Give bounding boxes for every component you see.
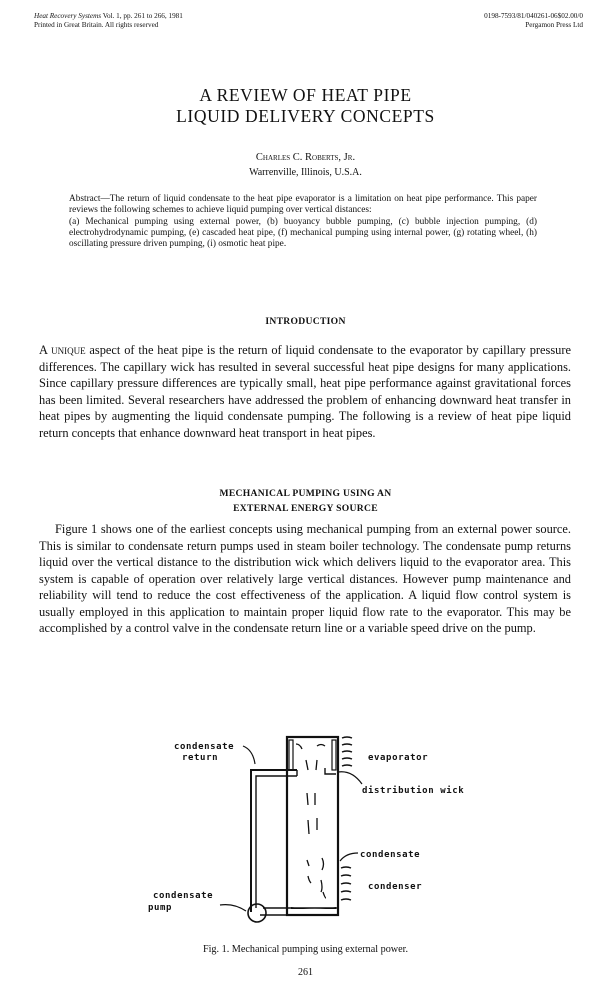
distribution-wick-right <box>332 740 336 770</box>
intro-lead-smallcaps: unique <box>51 343 86 357</box>
figure-1-diagram <box>0 720 611 930</box>
introduction-paragraph <box>39 342 571 441</box>
printed-notice: Printed in Great Britain. All rights reserved <box>34 21 159 29</box>
abstract-text: —The return of liquid condensate to the heat pipe evaporator is a limitation on heat pipe performance. This paper reviews the following schemes to achieve liquid pumping over vertical distances: <box>69 194 537 216</box>
abstract-label: Abstract <box>69 194 101 204</box>
label-condensate-return-2: return <box>182 753 219 763</box>
journal-name: Heat Recovery Systems <box>34 12 102 20</box>
paper-title <box>0 85 611 127</box>
label-evaporator: evaporator <box>368 753 429 763</box>
heat-out-arrows <box>341 867 351 900</box>
leader-distribution-wick <box>338 772 362 784</box>
leader-condensate <box>340 853 358 861</box>
vapor-flow-arrows <box>296 744 326 898</box>
issn-code: 0198-7593/81/040261-06$02.00/0 <box>484 12 583 20</box>
title-line-2: LIQUID DELIVERY CONCEPTS <box>176 106 435 126</box>
distribution-wick-left <box>289 740 293 770</box>
abstract-list: (a) Mechanical pumping using external power, (b) buoyancy bubble pumping, (c) bubble injection pumping, (d) electrohydrodynamic pumping, (e) cascaded heat pipe, (f) mechanical pumping using internal power, (g) rotating wheel, (h) oscillating pressure driven pumping, (i) osmotic heat pipe. <box>69 216 537 250</box>
intro-body: aspect of the heat pipe is the return of liquid condensate to the evaporator by capillary pressure differences. The capillary wick has resulted in several successful heat pipe designs for many applications. Since capillary pressure differences are typically small, heat pipe performance against gravitational forces has been limited. Several researchers have addressed the problem of enhancing downward heat transfer in heat pipes by augmenting the liquid condensate pumping. The following is a review of heat pipe liquid return concepts that enhance downward heat transport in heat pipes. <box>39 343 571 440</box>
section-heading-mechanical-line-2: EXTERNAL ENERGY SOURCE <box>233 503 378 514</box>
journal-citation: Vol. 1, pp. 261 to 266, 1981 <box>102 12 183 20</box>
heat-pipe-tube <box>287 737 338 915</box>
pump-circle <box>248 904 266 922</box>
mechanical-pumping-paragraph: Figure 1 shows one of the earliest concepts using mechanical pumping from an external power source. This is similar to condensate return pumps used in steam boiler technology. The condensate pump returns liquid over the vertical distance to the distribution wick which delivers liquid to the evaporator area. This system is capable of operation over relatively large vertical distances. However pump maintenance and reliability will tend to reduce the cost effectiveness of the application. A liquid flow control system is usually employed in this application to maintain proper liquid flow rate to the evaporator. This may be accomplished by a control valve in the condensate return line or a variable speed drive on the pump. <box>39 522 571 635</box>
label-condensate-pump-1: condensate <box>153 891 214 901</box>
abstract <box>69 194 537 250</box>
author-name: Charles C. Roberts, Jr. <box>255 152 356 163</box>
leader-condensate-pump <box>220 905 246 911</box>
running-header-left <box>34 12 183 30</box>
publisher: Pergamon Press Ltd <box>525 21 583 29</box>
intro-lead: A <box>39 343 52 357</box>
label-condenser: condenser <box>368 882 423 892</box>
title-line-1: A REVIEW OF HEAT PIPE <box>199 85 412 105</box>
distribution-wick-tray <box>325 768 336 774</box>
section-heading-mechanical-line-1: MECHANICAL PUMPING USING AN <box>219 488 392 499</box>
label-condensate: condensate <box>360 850 421 860</box>
label-distribution-wick: distribution wick <box>362 786 465 796</box>
label-condensate-return-1: condensate <box>174 742 235 752</box>
page-number: 261 <box>298 967 313 978</box>
running-header-right <box>484 12 583 30</box>
return-pipe-outer <box>251 770 297 912</box>
leader-condensate-return <box>243 746 255 764</box>
section-heading-introduction: INTRODUCTION <box>265 316 346 327</box>
heat-in-arrows <box>342 737 352 766</box>
return-pipe-inner <box>256 776 297 908</box>
author-affiliation: Warrenville, Illinois, U.S.A. <box>249 167 362 178</box>
label-condensate-pump-2: pump <box>148 903 173 913</box>
figure-caption: Fig. 1. Mechanical pumping using external power. <box>202 944 409 955</box>
